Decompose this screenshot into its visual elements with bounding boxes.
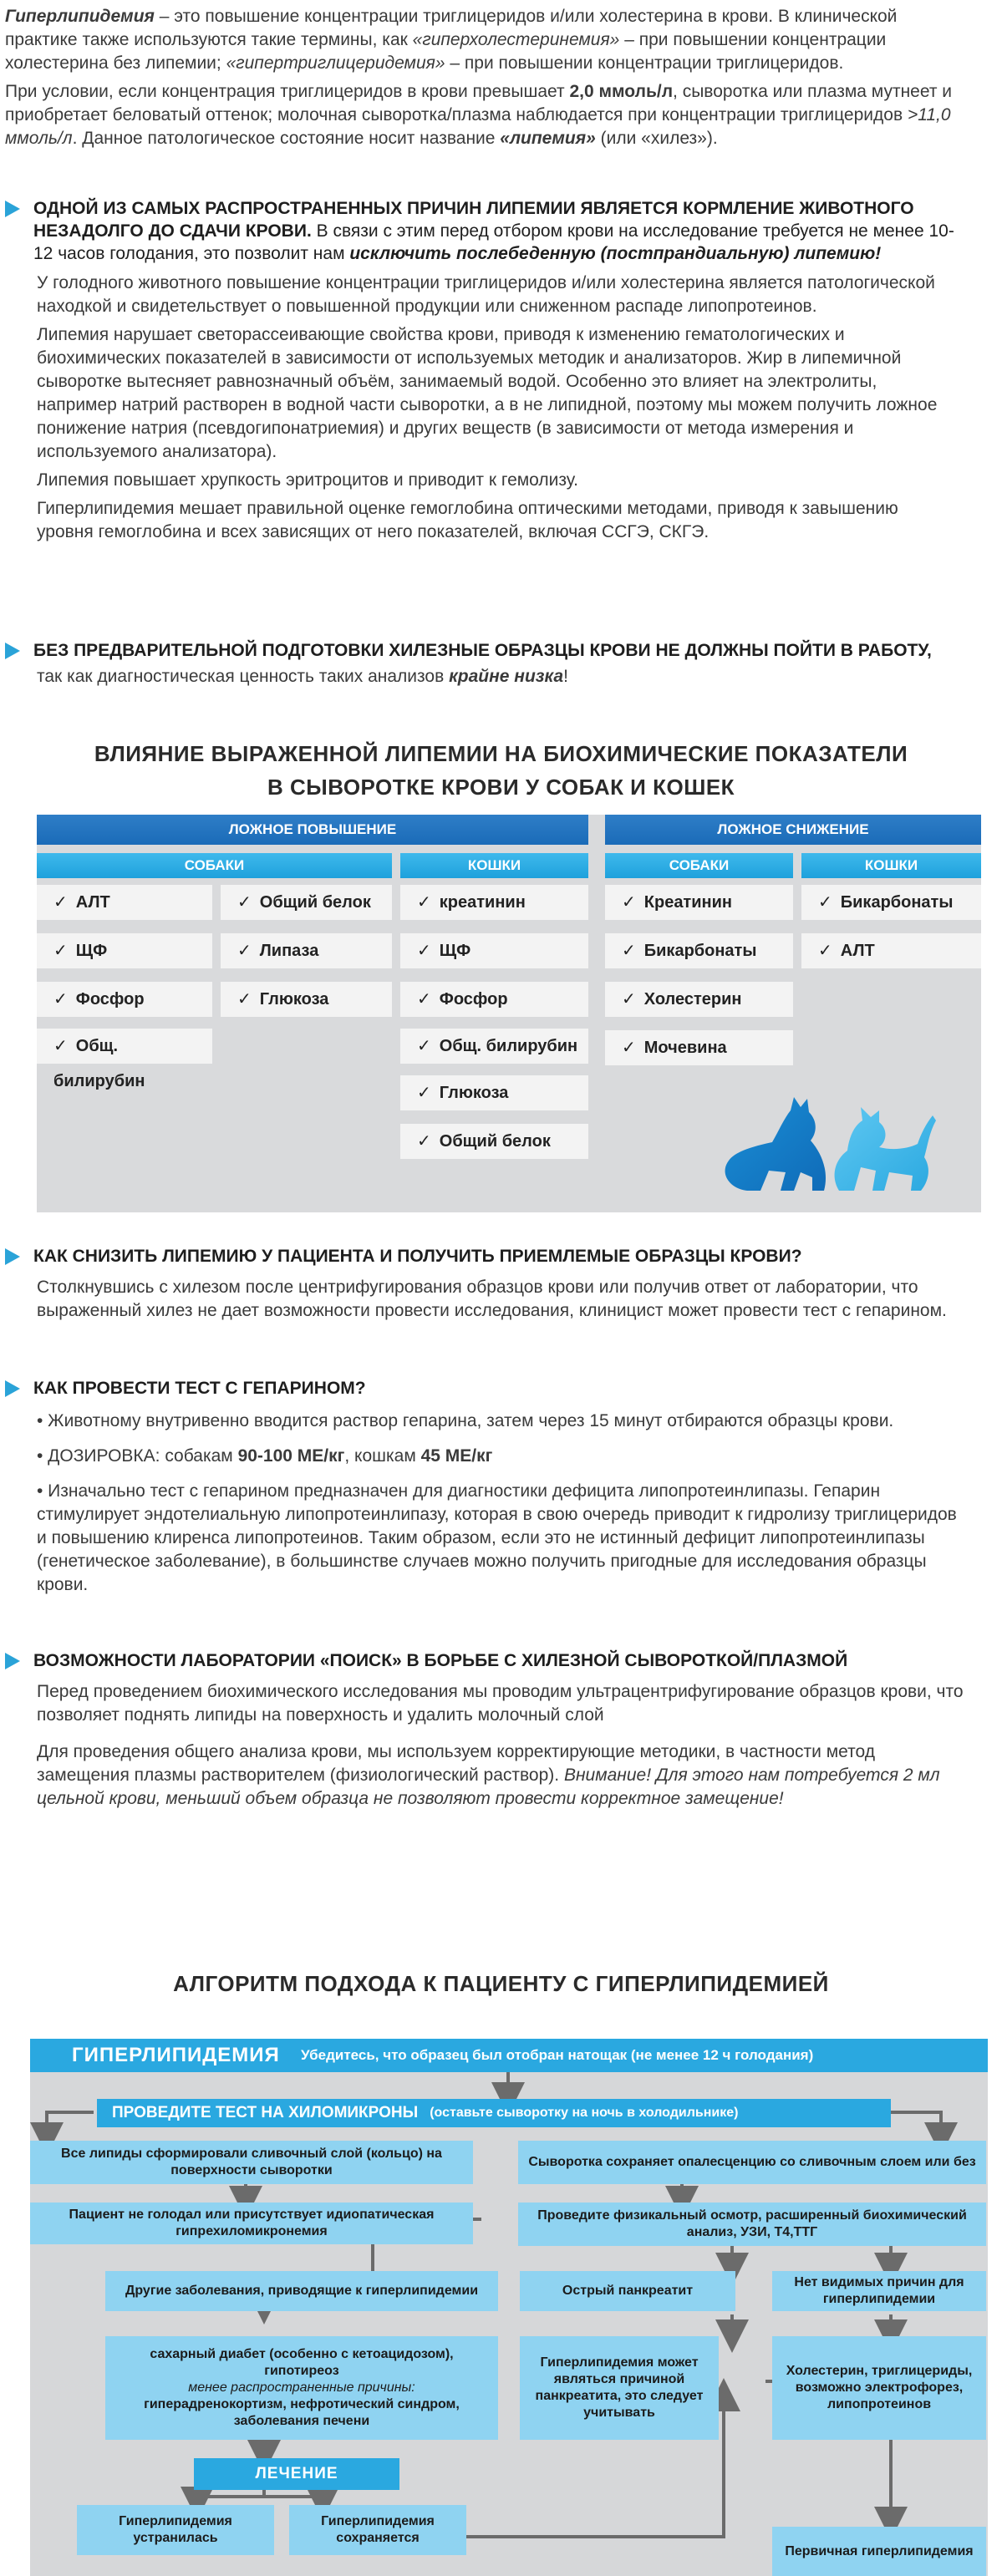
bullet-item: • Животному внутривенно вводится раствор гепарина, затем через 15 минут отбираются образцы крови. bbox=[37, 1411, 894, 1430]
cell-label: Бикарбонаты bbox=[840, 893, 954, 912]
algorithm-title: АЛГОРИТМ ПОДХОДА К ПАЦИЕНТУ С ГИПЕРЛИПИДЕМИЕЙ bbox=[173, 1971, 829, 1996]
check-icon: ✓ bbox=[417, 1084, 431, 1102]
cell-label: Общ. билирубин bbox=[439, 1037, 578, 1055]
intro-text: (или «хилез»). bbox=[595, 129, 718, 148]
paragraph: Перед проведением биохимического исследования мы проводим ультрацентрифугирование образцов крови, что позволяет поднять липиды на поверхность и удалить молочный слой bbox=[37, 1682, 964, 1725]
cell-label: Липаза bbox=[259, 942, 319, 960]
header-sub: Убедитесь, что образец был отобран натощак (не менее 12 ч голодания) bbox=[301, 2047, 814, 2063]
check-icon: ✓ bbox=[417, 942, 431, 960]
table-cell bbox=[37, 933, 212, 968]
table-cell bbox=[37, 885, 212, 920]
table-cell bbox=[221, 933, 392, 968]
flow-box-pancreatitis: Острый панкреатит bbox=[520, 2271, 735, 2311]
table-cell bbox=[605, 933, 793, 968]
heading-text: КАК СНИЗИТЬ ЛИПЕМИЮ У ПАЦИЕНТА И ПОЛУЧИТЬ ПРИЕМЛЕМЫЕ ОБРАЗЦЫ КРОВИ? bbox=[33, 1247, 802, 1266]
table-cell bbox=[801, 933, 981, 968]
section-lab-capabilities bbox=[0, 1649, 1002, 1811]
flow-box-primary: Первичная гиперлипидемия bbox=[772, 2527, 986, 2576]
table-title-line: В СЫВОРОТКЕ КРОВИ У СОБАК И КОШЕК bbox=[267, 775, 735, 800]
intro-text: , сыворотка или плазма мутнеет и приобретает беловатый оттенок; молочная сыворотка/плазма наблюдается при концентрации триглицеридов bbox=[5, 82, 953, 124]
table-cell bbox=[221, 885, 392, 920]
flow-box-not-fasted: Пациент не голодал или присутствует идиопатическая гипрехиломикронемия bbox=[30, 2203, 473, 2244]
bullet-arrow-icon bbox=[5, 201, 20, 217]
threshold-value: 2,0 ммоль/л bbox=[569, 82, 674, 101]
cell-label: Общий белок bbox=[259, 893, 371, 912]
heading-text: КАК ПРОВЕСТИ ТЕСТ С ГЕПАРИНОМ? bbox=[33, 1379, 366, 1398]
text: ! bbox=[563, 667, 568, 686]
term-lipemia: «липемия» bbox=[500, 129, 596, 148]
dose-cats: 45 МЕ/кг bbox=[420, 1446, 493, 1466]
table-title bbox=[0, 737, 1002, 804]
flow-box-pancreatitis-cause: Гиперлипидемия может являться причиной панкреатита, это следует учитывать bbox=[520, 2336, 719, 2440]
cell-label: Бикарбонаты bbox=[643, 942, 757, 960]
check-icon: ✓ bbox=[622, 1039, 636, 1057]
heading-text: ВОЗМОЖНОСТИ ЛАБОРАТОРИИ «ПОИСК» В БОРЬБЕ С ХИЛЕЗНОЙ СЫВОРОТКОЙ/ПЛАЗМОЙ bbox=[33, 1651, 848, 1670]
intro-text: При условии, если концентрация триглицеридов в крови превышает bbox=[5, 82, 570, 101]
text: так как диагностическая ценность таких анализов bbox=[37, 667, 450, 686]
check-icon: ✓ bbox=[622, 990, 636, 1009]
table-cell bbox=[400, 982, 588, 1017]
check-icon: ✓ bbox=[622, 893, 636, 912]
cat-dog-silhouette-icon bbox=[714, 1074, 948, 1199]
lipemia-effects-table bbox=[37, 815, 981, 1212]
check-icon: ✓ bbox=[417, 1132, 431, 1151]
paragraph: Столкнувшись с хилезом после центрифугирования образцов крови или получив ответ от лаборатории, что выраженный хилез не дает возможности провести исследования, клиницист может провести тест с гепарином. bbox=[37, 1278, 947, 1320]
box-title: ПРОВЕДИТЕ ТЕСТ НА ХИЛОМИКРОНЫ bbox=[112, 2104, 419, 2121]
table-cell bbox=[605, 1030, 793, 1065]
section-reduce-lipemia bbox=[0, 1245, 1002, 1323]
flow-box-lipid-tests: Холестерин, триглицериды, возможно электрофорез, липопротеинов bbox=[772, 2336, 986, 2440]
dec-cats-header: КОШКИ bbox=[801, 853, 981, 878]
paragraph bbox=[37, 1740, 981, 1811]
cell-label: АЛТ bbox=[840, 942, 875, 960]
check-icon: ✓ bbox=[53, 990, 68, 1009]
intro-text: . Данное патологическое состояние носит название bbox=[72, 129, 501, 148]
false-decrease-header: ЛОЖНОЕ СНИЖЕНИЕ bbox=[605, 815, 981, 845]
cause-rare-label: менее распространенные причины: bbox=[188, 2380, 415, 2395]
bullet-arrow-icon bbox=[5, 643, 20, 659]
cell-label: Общий белок bbox=[439, 1132, 551, 1151]
cause-rare-list: гиперадренокортизм, нефротический синдром, заболевания печени bbox=[144, 2397, 460, 2428]
paragraph: У голодного животного повышение концентрации триглицеридов и/или холестерина является патологической находкой и свидетельствует о повышенной продукции или сниженном распаде липопротеинов. bbox=[37, 273, 935, 316]
check-icon: ✓ bbox=[53, 893, 68, 912]
table-cell bbox=[400, 885, 588, 920]
cell-label: креатинин bbox=[439, 893, 526, 912]
paragraph: Гиперлипидемия мешает правильной оценке гемоглобина оптическими методами, приводя к завышению уровня гемоглобина и всех зависящих от него показателей, включая ССГЭ, СКГЭ. bbox=[37, 499, 898, 541]
bullet-arrow-icon bbox=[5, 1653, 20, 1669]
intro-text: – это повышение концентрации триглицеридов и/или холестерина в крови. В клинической практике также используются такие термины, как bbox=[5, 7, 898, 49]
dec-dogs-header: СОБАКИ bbox=[605, 853, 793, 878]
bullet-heading bbox=[0, 1377, 1002, 1400]
table-cell bbox=[400, 1124, 588, 1159]
cell-label: Общ. билирубин bbox=[53, 1037, 145, 1090]
bullet-item: • Изначально тест с гепарином предназначен для диагностики дефицита липопротеинлипазы. Гепарин стимулирует эндотелиальную липопротеинлипазу, которая в свою очередь приводит к гидролизу триглицеридов и повышению клиренса липопротеинов. Таким образом, если это не истинный дефицит липопротеинлипазы (генетическое заболевание), в большинстве случаев можно получить пригодные для исследования образцы крови. bbox=[37, 1481, 957, 1594]
check-icon: ✓ bbox=[622, 942, 636, 960]
check-icon: ✓ bbox=[818, 893, 832, 912]
flow-box-examination: Проведите физикальный осмотр, расширенный биохимический анализ, УЗИ, Т4,ТТГ bbox=[518, 2203, 986, 2246]
algorithm-header bbox=[30, 2039, 988, 2072]
heading-text: ОДНОЙ ИЗ САМЫХ РАСПРОСТРАНЕННЫХ ПРИЧИН ЛИПЕМИИ ЯВЛЯЕТСЯ КОРМЛЕНИЕ ЖИВОТНОГО НЕЗАДОЛГО ДО СДАЧИ КРОВИ. bbox=[33, 199, 914, 241]
table-cell bbox=[605, 982, 793, 1017]
bullet-arrow-icon bbox=[5, 1380, 20, 1397]
algorithm-flowchart bbox=[30, 2039, 988, 2576]
cell-label: ЩФ bbox=[439, 942, 471, 960]
test-chylomicrons-box bbox=[97, 2099, 891, 2127]
inc-cats-header: КОШКИ bbox=[400, 853, 588, 878]
cell-label: Креатинин bbox=[643, 893, 732, 912]
table-cell bbox=[605, 885, 793, 920]
heading-emphasis: исключить послебеденную (постпрандиальную) липемию! bbox=[349, 244, 882, 263]
intro-text: – при повышении концентрации триглицеридов. bbox=[445, 53, 844, 73]
warning-text: Внимание! Для этого нам потребуется 2 мл цельной крови, меньший объем образца не позволяют провести корректное замещение! bbox=[37, 1766, 940, 1808]
text: Для проведения общего анализа крови, мы используем корректирующие методики, в частности метод замещения плазмы растворителем (физиологический раствор). bbox=[37, 1742, 876, 1785]
check-icon: ✓ bbox=[417, 990, 431, 1009]
bullet-heading bbox=[0, 1649, 1002, 1672]
cell-label: ЩФ bbox=[75, 942, 108, 960]
check-icon: ✓ bbox=[53, 942, 68, 960]
cause-main: сахарный диабет (особенно с кетоацидозом), гипотиреоз bbox=[150, 2347, 454, 2378]
flow-box-causes bbox=[105, 2336, 498, 2440]
cell-label: Фосфор bbox=[439, 990, 508, 1009]
check-icon: ✓ bbox=[417, 1037, 431, 1055]
paragraph: Липемия нарушает светорассеивающие свойства крови, приводя к изменению гематологических и биохимических показателей в зависимости от используемых методик и анализаторов. Жир в липемичной сыворотке вытесняет равнозначный объём, занимаемый водой. Особенно это влияет на электролиты, например натрий растворен в водной части сыворотки, а в не липидной, поэтому мы можем получить ложное понижение натрия (псевдогипонатриемия) и других веществ (в зависимости от метода измерения и используемого анализатора). bbox=[37, 325, 938, 461]
check-icon: ✓ bbox=[237, 990, 252, 1009]
bullet-item bbox=[37, 1445, 981, 1468]
flow-box-opalescence: Сыворотка сохраняет опалесценцию со сливочным слоем или без bbox=[518, 2141, 986, 2184]
bullet-arrow-icon bbox=[5, 1248, 20, 1265]
intro-text: – при повышении концентрации холестерина без липемии; bbox=[5, 30, 887, 73]
table-cell bbox=[37, 1029, 212, 1090]
paragraph bbox=[37, 665, 1002, 688]
text: • ДОЗИРОВКА: собакам bbox=[37, 1446, 238, 1466]
intro-paragraph-1 bbox=[5, 5, 988, 75]
cell-label: Мочевина bbox=[643, 1039, 727, 1057]
bullet-heading bbox=[0, 1245, 1002, 1268]
table-title-line: ВЛИЯНИЕ ВЫРАЖЕННОЙ ЛИПЕМИИ НА БИОХИМИЧЕСКИЕ ПОКАЗАТЕЛИ bbox=[94, 741, 908, 766]
table-cell bbox=[221, 982, 392, 1017]
treatment-box: ЛЕЧЕНИЕ bbox=[194, 2458, 399, 2490]
check-icon: ✓ bbox=[417, 893, 431, 912]
check-icon: ✓ bbox=[237, 942, 252, 960]
section-no-work bbox=[0, 639, 1002, 688]
milky-threshold-value: >11,0 ммоль/л bbox=[5, 105, 951, 148]
text: , кошкам bbox=[344, 1446, 421, 1466]
bullet-heading bbox=[0, 197, 1002, 265]
dose-dogs: 90-100 МЕ/кг bbox=[237, 1446, 345, 1466]
flow-box-no-reason: Нет видимых причин для гиперлипидемии bbox=[772, 2271, 986, 2311]
inc-dogs-header: СОБАКИ bbox=[37, 853, 392, 878]
header-main: ГИПЕРЛИПИДЕМИЯ bbox=[72, 2044, 280, 2066]
table-cell bbox=[400, 1075, 588, 1110]
term-hypertriglyceridemia: «гипертриглицеридемия» bbox=[226, 53, 445, 73]
box-sub: (оставьте сыворотку на ночь в холодильнике) bbox=[430, 2106, 739, 2120]
cell-label: Холестерин bbox=[643, 990, 742, 1009]
table-cell bbox=[400, 1029, 588, 1064]
intro-section bbox=[5, 5, 988, 155]
section-heparin-test bbox=[0, 1377, 1002, 1597]
paragraph: Липемия повышает хрупкость эритроцитов и приводит к гемолизу. bbox=[37, 470, 579, 490]
heading-tail: В связи с этим перед отбором крови на исследование требуется не менее 10-12 часов голодания, это позволит нам bbox=[33, 221, 954, 263]
flow-box-creamy-layer: Все липиды сформировали сливочный слой (кольцо) на поверхности сыворотки bbox=[30, 2141, 473, 2184]
flow-box-persists: Гиперлипидемия сохраняется bbox=[289, 2505, 466, 2555]
heading-text: БЕЗ ПРЕДВАРИТЕЛЬНОЙ ПОДГОТОВКИ ХИЛЕЗНЫЕ ОБРАЗЦЫ КРОВИ НЕ ДОЛЖНЫ ПОЙТИ В РАБОТУ, bbox=[33, 641, 932, 660]
flow-box-resolved: Гиперлипидемия устранилась bbox=[77, 2505, 274, 2555]
check-icon: ✓ bbox=[818, 942, 832, 960]
cell-label: Глюкоза bbox=[259, 990, 329, 1009]
flow-box-other-diseases: Другие заболевания, приводящие к гиперлипидемии bbox=[105, 2271, 498, 2311]
false-increase-header: ЛОЖНОЕ ПОВЫШЕНИЕ bbox=[37, 815, 588, 845]
intro-paragraph-2 bbox=[5, 80, 988, 150]
cell-label: Глюкоза bbox=[439, 1084, 509, 1102]
emphasis-text: крайне низка bbox=[449, 667, 564, 686]
term-hyperlipidemia: Гиперлипидемия bbox=[5, 7, 155, 26]
table-cell bbox=[37, 982, 212, 1017]
term-hypercholesterolemia: «гиперхолестеринемия» bbox=[412, 30, 620, 49]
table-cell bbox=[801, 885, 981, 920]
cell-label: АЛТ bbox=[75, 893, 110, 912]
table-cell bbox=[400, 933, 588, 968]
check-icon: ✓ bbox=[53, 1037, 68, 1055]
check-icon: ✓ bbox=[237, 893, 252, 912]
cell-label: Фосфор bbox=[75, 990, 145, 1009]
bullet-heading bbox=[0, 639, 1002, 662]
section-feeding-cause bbox=[0, 197, 1002, 544]
